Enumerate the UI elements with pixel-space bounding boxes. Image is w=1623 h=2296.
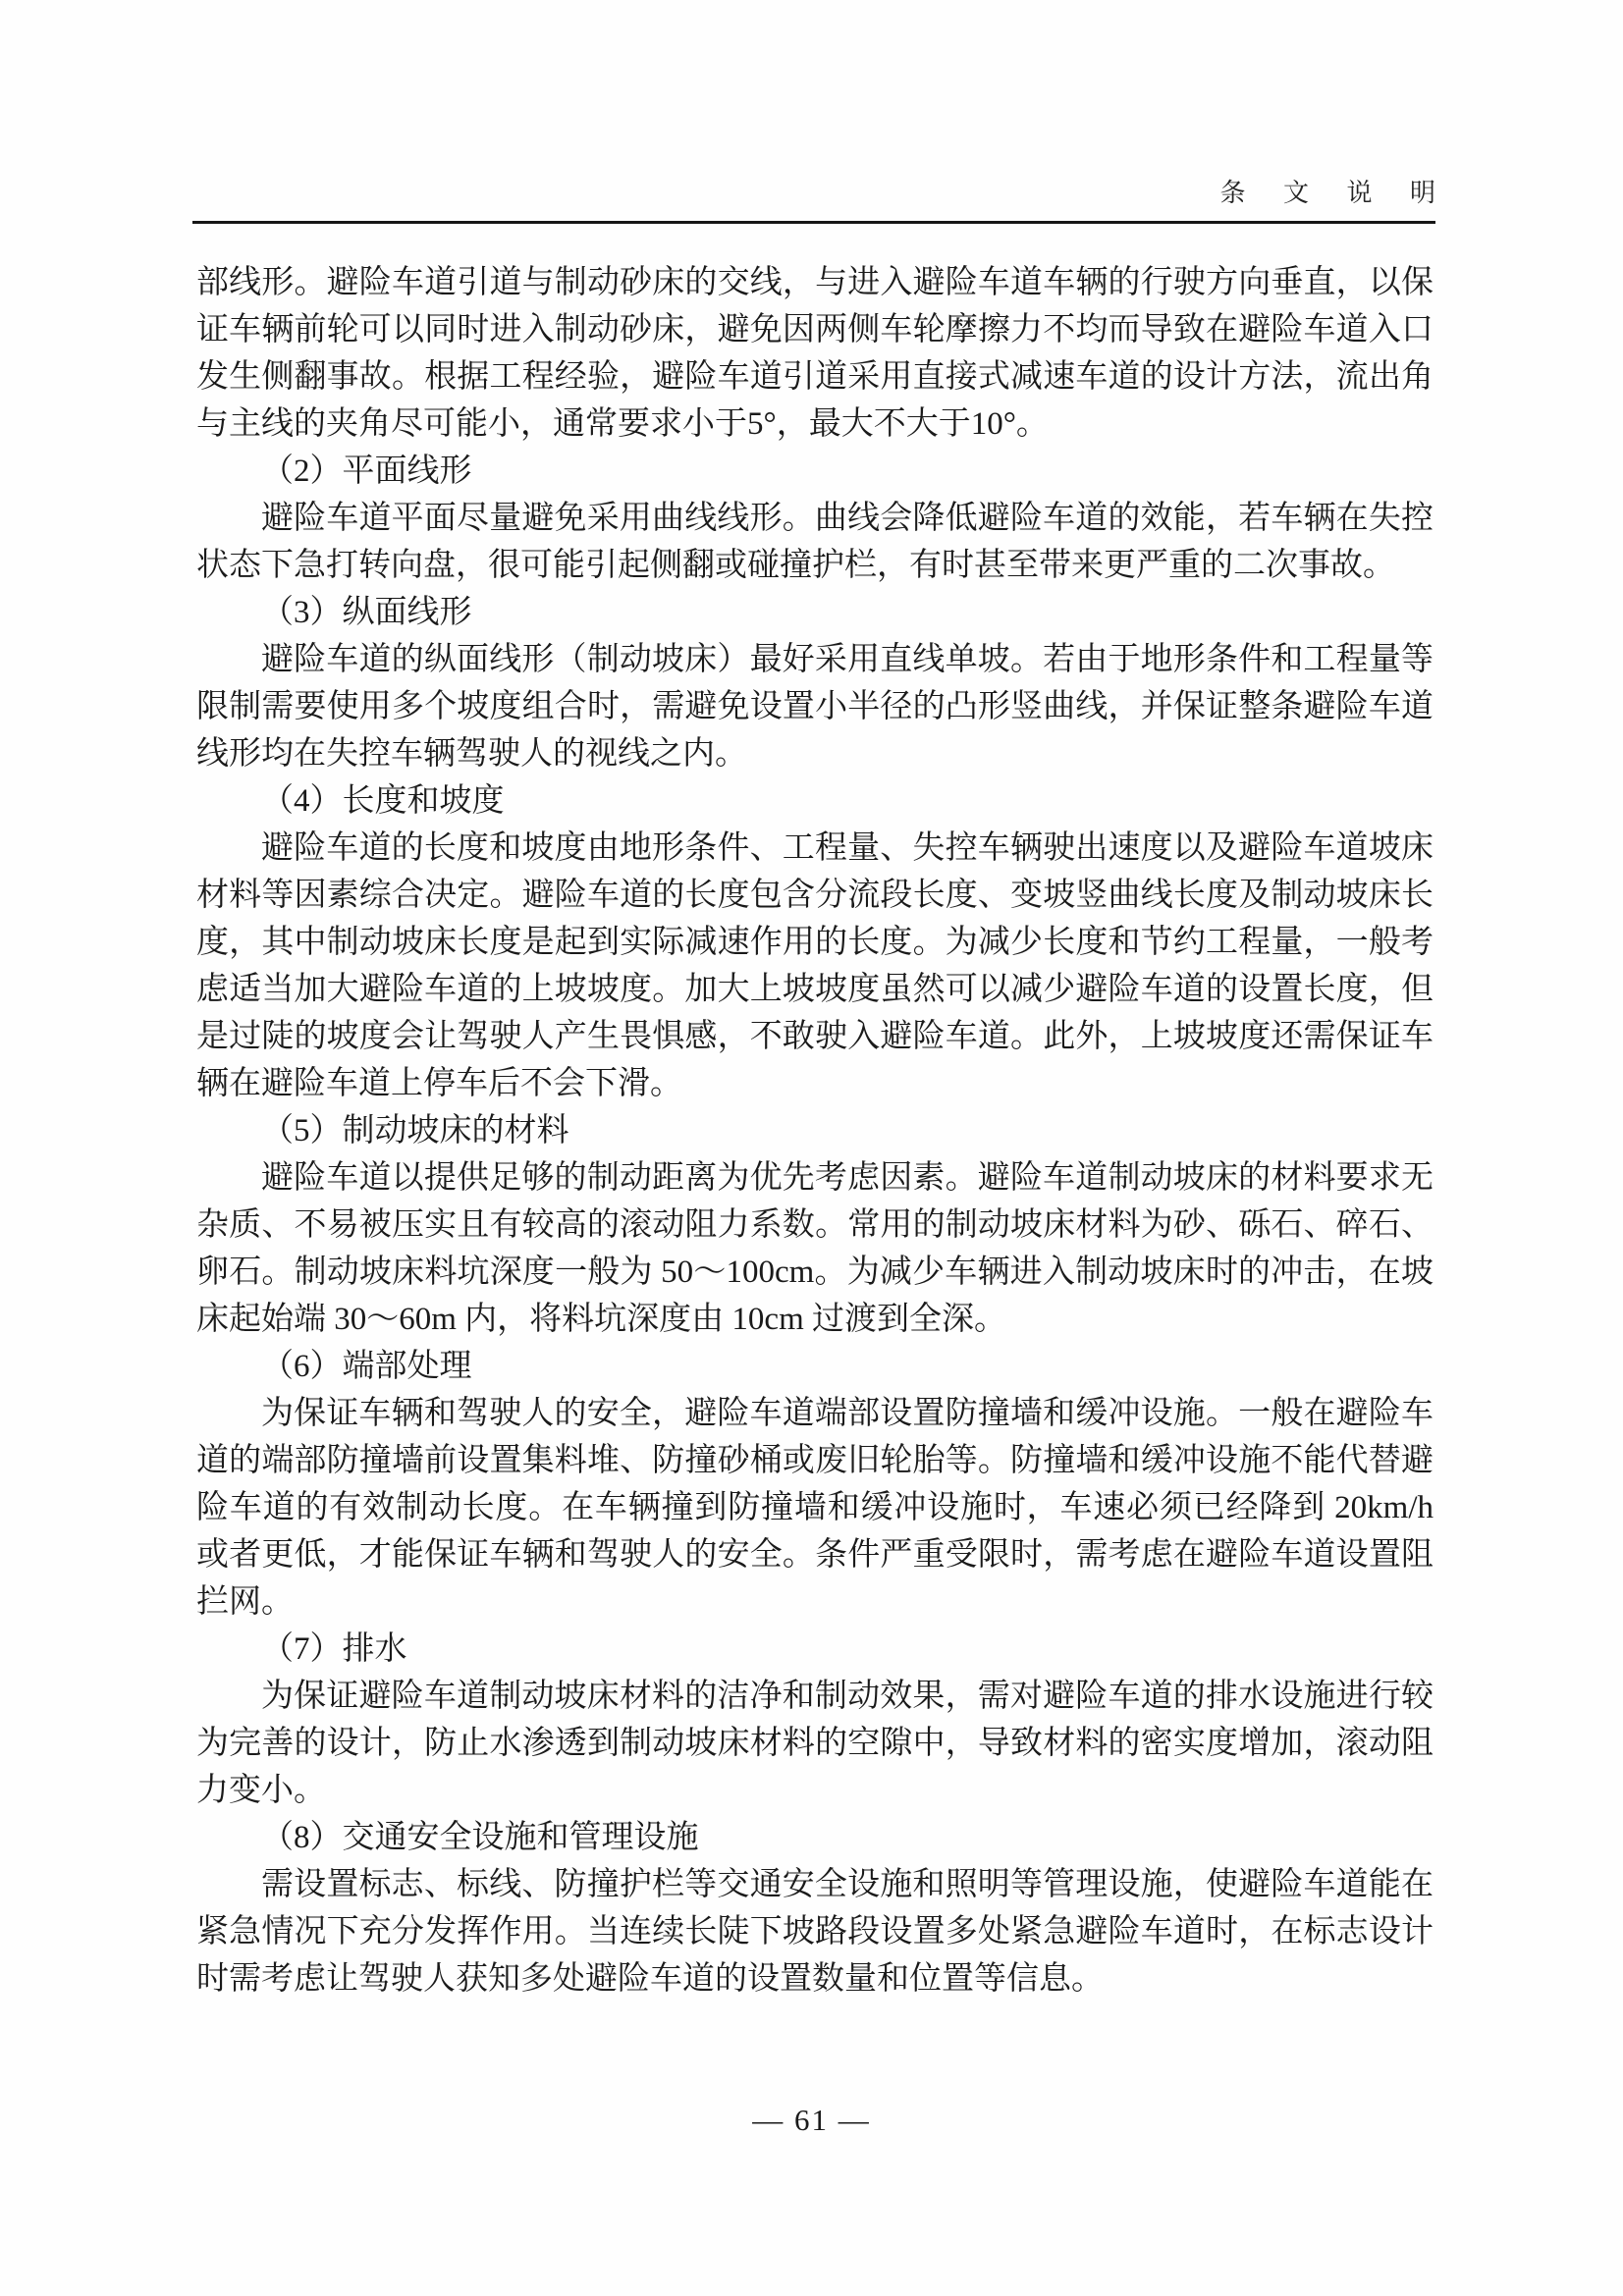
section-heading-3: （3）纵面线形 — [261, 595, 472, 630]
section-heading-8: （8）交通安全设施和管理设施 — [261, 1820, 699, 1855]
section-heading-7: （7）排水 — [261, 1631, 407, 1667]
page-number: — 61 — — [752, 2103, 871, 2137]
paragraph: 避险车道的纵面线形（制动坡床）最好采用直线单坡。若由于地形条件和工程量等限制需要使用多个坡度组合时，需避免设置小半径的凸形竖曲线，并保证整条避险车道线形均在失控车辆驾驶人的视线之内。 — [196, 642, 1434, 772]
paragraph-continuation: 部线形。避险车道引道与制动砂床的交线，与进入避险车道车辆的行驶方向垂直，以保证车辆前轮可以同时进入制动砂床，避免因两侧车轮摩擦力不均而导致在避险车道入口发生侧翻事故。根据工程经验，避险车道引道采用直接式减速车道的设计方法，流出角与主线的夹角尽可能小，通常要求小于5°，最大不大于10°。 — [196, 265, 1434, 442]
paragraph: 避险车道的长度和坡度由地形条件、工程量、失控车辆驶出速度以及避险车道坡床材料等因素综合决定。避险车道的长度包含分流段长度、变坡竖曲线长度及制动坡床长度，其中制动坡床长度是起到实际减速作用的长度。为减少长度和节约工程量，一般考虑适当加大避险车道的上坡坡度。加大上坡坡度虽然可以减少避险车道的设置长度，但是过陡的坡度会让驾驶人产生畏惧感，不敢驶入避险车道。此外，上坡坡度还需保证车辆在避险车道上停车后不会下滑。 — [196, 830, 1434, 1101]
section-heading-5: （5）制动坡床的材料 — [261, 1113, 569, 1148]
page-header — [192, 173, 1451, 224]
section-heading-6: （6）端部处理 — [261, 1349, 472, 1384]
paragraph: 避险车道平面尽量避免采用曲线线形。曲线会降低避险车道的效能，若车辆在失控状态下急打转向盘，很可能引起侧翻或碰撞护栏，有时甚至带来更严重的二次事故。 — [196, 501, 1434, 583]
paragraph: 需设置标志、标线、防撞护栏等交通安全设施和照明等管理设施，使避险车道能在紧急情况下充分发挥作用。当连续长陡下坡路段设置多处紧急避险车道时，在标志设计时需考虑让驾驶人获知多处避险车道的设置数量和位置等信息。 — [196, 1867, 1434, 1997]
header-rule — [192, 221, 1435, 224]
section-heading-2: （2）平面线形 — [261, 454, 472, 489]
document-body — [196, 259, 1434, 2002]
paragraph: 为保证车辆和驾驶人的安全，避险车道端部设置防撞墙和缓冲设施。一般在避险车道的端部防撞墙前设置集料堆、防撞砂桶或废旧轮胎等。防撞墙和缓冲设施不能代替避险车道的有效制动长度。在车辆撞到防撞墙和缓冲设施时，车速必须已经降到 20km/h 或者更低，才能保证车辆和驾驶人的安全。条件严重受限时，需考虑在避险车道设置阻拦网。 — [196, 1396, 1434, 1620]
paragraph: 避险车道以提供足够的制动距离为优先考虑因素。避险车道制动坡床的材料要求无杂质、不易被压实且有较高的滚动阻力系数。常用的制动坡床材料为砂、砾石、碎石、卵石。制动坡床料坑深度一般为 50～100cm。为减少车辆进入制动坡床时的冲击，在坡床起始端 30～60m 内，将料坑深度由 10cm 过渡到全深。 — [196, 1160, 1434, 1337]
section-heading-4: （4）长度和坡度 — [261, 783, 505, 819]
paragraph: 为保证避险车道制动坡床材料的洁净和制动效果，需对避险车道的排水设施进行较为完善的设计，防止水渗透到制动坡床材料的空隙中，导致材料的密实度增加，滚动阻力变小。 — [196, 1679, 1434, 1808]
header-title: 条 文 说 明 — [1219, 179, 1451, 207]
